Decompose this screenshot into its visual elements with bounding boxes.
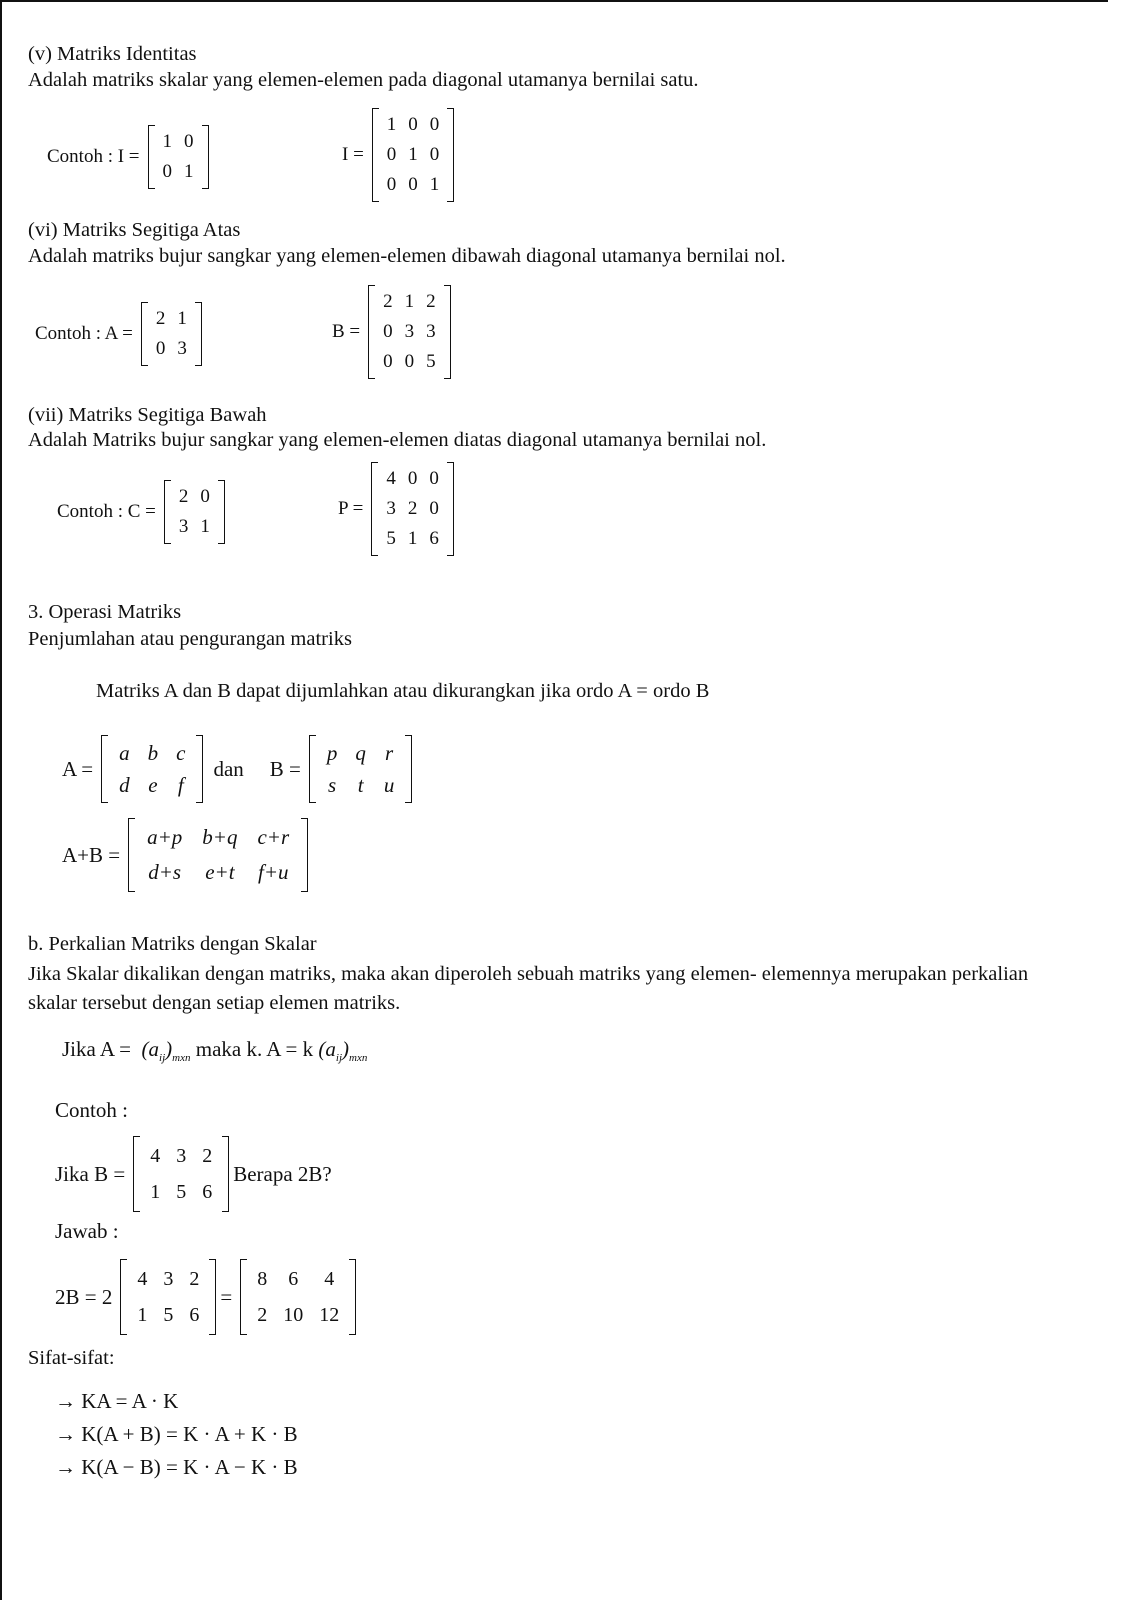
matrix-cell: 0 [184, 131, 194, 152]
scalar-question [55, 1136, 336, 1212]
matrix-i3 [372, 108, 455, 202]
desc-scalar-2: skalar tersebut dengan setiap elemen matriks. [28, 992, 401, 1014]
matrix-cell: 1 [150, 1181, 161, 1203]
matrix-cell: 2 [426, 291, 436, 312]
matrix-cell: 2 [178, 486, 189, 507]
matrix-cell: b+q [202, 825, 238, 849]
matrix-cell: 4 [150, 1145, 161, 1167]
matrix-b-question [133, 1136, 229, 1212]
upper-example-3x3 [332, 285, 455, 379]
matrix-cell: f+u [258, 860, 289, 884]
matrix-cell: 0 [162, 161, 173, 182]
label: I = [342, 144, 364, 165]
matrix-cell: 3 [178, 516, 189, 537]
matrix-cell: 0 [407, 468, 418, 489]
a: (a [318, 1037, 336, 1061]
desc-lower: Adalah Matriks bujur sangkar yang elemen-elemen diatas diagonal utamanya bernilai nol. [28, 429, 767, 451]
matrix-cell: 2 [257, 1304, 268, 1326]
matrix-cell: 12 [319, 1304, 340, 1326]
matrix-cell: 0 [429, 114, 440, 135]
question-text: Berapa 2B? [233, 1161, 332, 1186]
matrix-cell: 2 [383, 291, 393, 312]
matrix-cell: e [148, 773, 158, 797]
label: A = [62, 756, 94, 781]
a: (a [141, 1037, 160, 1061]
matrix-cell: 5 [426, 351, 436, 372]
matrix-cell: 4 [137, 1268, 148, 1290]
matrix-sum [128, 818, 308, 892]
label: Jika A = [62, 1037, 132, 1061]
matrix-cell: f [177, 773, 184, 797]
matrix-b-vars [309, 735, 413, 803]
matrix-cell: 0 [155, 338, 166, 359]
matrix-cell: 1 [404, 291, 415, 312]
matrix-a [141, 302, 202, 366]
matrix-cell: 0 [408, 174, 418, 195]
desc-upper: Adalah matriks bujur sangkar yang elemen-elemen dibawah diagonal utamanya bernilai nol. [28, 245, 786, 267]
label: P = [338, 498, 364, 519]
matrix-result [240, 1259, 356, 1335]
sum-definition [62, 818, 312, 892]
matrix-b [368, 285, 451, 379]
matrix-cell: 4 [386, 468, 396, 489]
matrix-cell: 0 [200, 486, 210, 507]
dan-text: dan [213, 756, 244, 781]
matrix-cell: 8 [257, 1268, 268, 1290]
heading-lower: (vii) Matriks Segitiga Bawah [28, 404, 267, 426]
matrix-cell: 3 [404, 321, 415, 342]
matrix-cell: r [385, 741, 394, 765]
subheading-operations: Penjumlahan atau pengurangan matriks [28, 628, 352, 650]
upper-example-2x2 [35, 302, 206, 366]
matrix-cell: 0 [429, 144, 440, 165]
label: Contoh : C = [57, 501, 156, 522]
label: B = [269, 756, 301, 781]
matrix-cell: 5 [176, 1181, 187, 1203]
matrix-cell: 10 [283, 1304, 304, 1326]
label: Contoh : I = [47, 146, 140, 167]
equals: = [220, 1284, 233, 1309]
lower-example-3x3 [338, 462, 458, 556]
matrix-definitions [62, 735, 416, 803]
matrix-cell: b [147, 741, 159, 765]
close: ) [165, 1037, 173, 1061]
heading-upper: (vi) Matriks Segitiga Atas [28, 219, 241, 241]
desc-scalar-1: Jika Skalar dikalikan dengan matriks, maka akan diperoleh sebuah matriks yang elemen- elemennya merupakan perkalian [28, 963, 1029, 985]
identity-example-3x3 [342, 108, 458, 202]
matrix-cell: t [357, 773, 364, 797]
matrix-cell: d [119, 773, 130, 797]
matrix-cell: 3 [177, 338, 187, 359]
close: ) [342, 1037, 350, 1061]
matrix-cell: 1 [386, 114, 397, 135]
matrix-p [371, 462, 454, 556]
heading-properties: Sifat-sifat: [28, 1347, 115, 1369]
heading-operations: 3. Operasi Matriks [28, 601, 182, 623]
matrix-cell: 1 [429, 174, 440, 195]
answer-label: Jawab : [55, 1219, 119, 1243]
matrix-cell: 3 [386, 498, 396, 519]
matrix-c [164, 480, 225, 544]
matrix-cell: 0 [386, 174, 397, 195]
matrix-cell: 1 [407, 528, 418, 549]
matrix-cell: u [383, 773, 395, 797]
label: A+B = [62, 842, 121, 867]
matrix-cell: 6 [429, 528, 439, 549]
matrix-cell: 0 [429, 468, 439, 489]
lower-example-2x2 [57, 480, 229, 544]
matrix-cell: 0 [383, 351, 393, 372]
example-label: Contoh : [55, 1098, 128, 1122]
matrix-cell: 2 [155, 308, 166, 329]
matrix-i2 [148, 125, 209, 189]
matrix-cell: e+t [205, 860, 235, 884]
matrix-cell: 1 [162, 131, 173, 152]
sub-ij: ij [335, 1052, 343, 1065]
property-item: → K(A − B) = K · A − K · B [55, 1455, 298, 1479]
matrix-cell: 1 [408, 144, 418, 165]
matrix-cell: q [355, 741, 366, 765]
matrix-cell: 3 [176, 1145, 187, 1167]
matrix-cell: a+p [147, 825, 183, 849]
matrix-cell: 6 [288, 1268, 299, 1290]
matrix-cell: 1 [177, 308, 187, 329]
label: Contoh : A = [35, 323, 133, 344]
heading-identity: (v) Matriks Identitas [28, 43, 197, 65]
matrix-cell: 2 [407, 498, 418, 519]
matrix-cell: 3 [426, 321, 436, 342]
matrix-cell: 1 [137, 1304, 148, 1326]
matrix-cell: p [326, 741, 338, 765]
matrix-cell: c+r [257, 825, 290, 849]
sub-ij: ij [159, 1052, 166, 1065]
matrix-cell: 4 [324, 1268, 335, 1290]
mid: maka k. A = k [195, 1037, 314, 1061]
scalar-formula [62, 1039, 367, 1064]
sub-mxn: mxn [172, 1052, 191, 1065]
matrix-cell: 5 [163, 1304, 174, 1326]
scalar-answer [55, 1259, 360, 1335]
matrix-cell: s [328, 773, 337, 797]
matrix-cell: 6 [189, 1304, 200, 1326]
matrix-cell: 0 [404, 351, 415, 372]
matrix-cell: a [119, 741, 130, 765]
matrix-cell: 3 [163, 1268, 174, 1290]
label: B = [332, 321, 361, 342]
matrix-cell: 1 [200, 516, 210, 537]
matrix-cell: 0 [429, 498, 439, 519]
matrix-cell: 5 [386, 528, 396, 549]
label: Jika B = [55, 1161, 126, 1186]
matrix-cell: 0 [386, 144, 397, 165]
property-item: → KA = A · K [55, 1389, 179, 1413]
property-item: → K(A + B) = K · A + K · B [55, 1422, 298, 1446]
matrix-cell: c [176, 741, 186, 765]
matrix-b-answer [120, 1259, 216, 1335]
identity-example-2x2 [47, 125, 213, 189]
sub-mxn: mxn [349, 1052, 368, 1065]
rule-text: Matriks A dan B dapat dijumlahkan atau dikurangkan jika ordo A = ordo B [96, 680, 710, 702]
label: 2B = 2 [55, 1284, 113, 1309]
matrix-cell: 6 [202, 1181, 213, 1203]
desc-identity: Adalah matriks skalar yang elemen-elemen pada diagonal utamanya bernilai satu. [28, 69, 699, 91]
matrix-cell: 2 [202, 1145, 213, 1167]
matrix-cell: 2 [189, 1268, 200, 1290]
matrix-cell: 0 [383, 321, 393, 342]
matrix-a-vars [101, 735, 203, 803]
matrix-cell: 0 [408, 114, 418, 135]
matrix-cell: d+s [148, 860, 182, 884]
heading-scalar: b. Perkalian Matriks dengan Skalar [28, 933, 317, 955]
matrix-cell: 1 [184, 161, 194, 182]
